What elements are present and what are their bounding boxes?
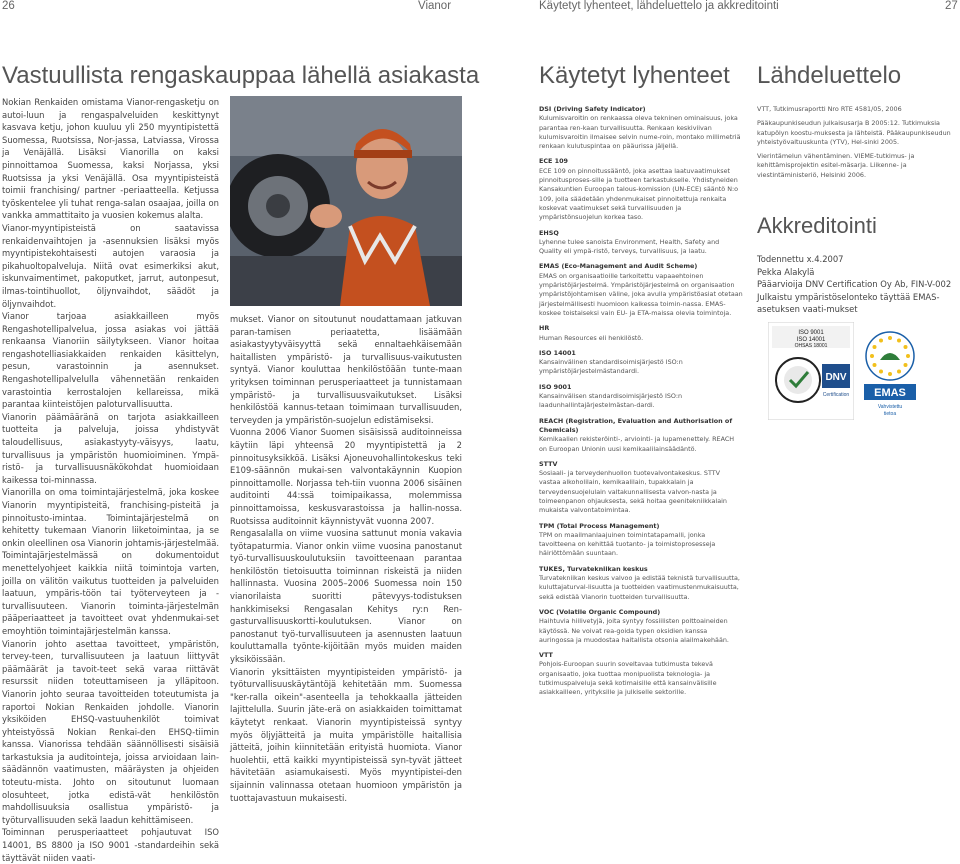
paragraph: Vianorin päämääränä on tarjota asiakkailleen tuotteita ja palveluja, joissa yhdistyvät taloudellisuus, asiakastyyty-väisyys, laatu, turvallisuus ja ympäristön huomioiminen. Ympä-ristö- ja turvallisuusnäkökohdat huomioidaan kaikessa toi-minnassa. — [2, 411, 219, 485]
paragraph: Vianorin yksittäisten myyntipisteiden ympäristö- ja työturvallisuuskäytäntöjä kehitetään mm. Suomessa "ker-ralla oikein"-asenteella ja tehokkaalla jätteiden lajittelulla. Suurin jäte-erä on asiakkaiden toimittamat käytetyt renkaat. Vianorin myyntipisteissä syntyy myös öljyjätteitä ja muita ympäristölle haitallisia jätteitä, joihin kiinnitetään erityistä huomiota. Vianor huolehtii, että kaikki myyntipisteissä syn-tyvät jätteet hävitetään asiamukaisesti. Myös myyntipistei-den sijainnin valinnassa otetaan huomioon ympäristön ja tuottajavastuun mukaisesti. — [230, 666, 462, 803]
right-page-header: Käytetyt lyhenteet, lähdeluettelo ja akkreditointi — [539, 0, 779, 12]
abbreviation-term: ISO 14001 — [539, 348, 576, 357]
abbreviations-title: Käytetyt lyhenteet — [539, 62, 730, 89]
abbreviation-term: VOC (Volatile Organic Compound) — [539, 607, 661, 616]
sources-title: Lähdeluettelo — [757, 62, 902, 89]
paragraph: Vianorin johto asettaa tavoitteet, ympäristön, tervey-teen, turvallisuuteen ja laatuun liittyvät päämäärät ja tavoit-teet sekä varaa riittävät resurssit niiden toteuttamiseen ja ylläpitoon. Vianorin johto seuraa tavoitteiden toteutumista ja raportoi Nokian Renkaiden johdolle. Vianorin yksiköiden EHSQ-vastuuhenkilöt toimivat yhteistyössä Nokian Renkai-den EHSQ-tiimin kanssa. Vianorissa tehdään säännöllisesti sisäisiä tarkastuksia ja auditointeja, joissa arvioidaan lain-säädännön vaatimusten, määräysten ja ohjeiden toteutu-mista. Johto on sitoutunut luomaan olosuhteet, jotka edistä-vät henkilöstön mahdollisuuksia osallistua ympäristö- ja työturvallisuuden sekä laadun kehittämiseen. — [2, 638, 219, 825]
accreditation-line: Todennettu x.4.2007 — [757, 254, 844, 264]
emas-brand: EMAS — [874, 387, 906, 399]
abbreviation-term: ISO 9001 — [539, 382, 572, 391]
emas-sub2: tietoa — [883, 411, 897, 417]
mechanic-photo — [230, 96, 462, 306]
abbreviation-description: Lyhenne tulee sanoista Environment, Health, Safety and Quality eli ympä-ristö, terveys, turvallisuus, ja laatu. — [539, 237, 720, 256]
accreditation-line: Julkaistu ympäristöselonteko täyttää EMAS-asetuksen vaati-mukset — [757, 291, 940, 315]
abbreviation-description: EMAS on organisaatioille tarkoitettu vapaaehtoinen ympäristöjärjestelmä. Ympäristöjärjestelmä on organisaation ympäristöjohtamisen väline, joka avulla ympäristöasiat otetaan järjestelmällisesti huomioon kaikessa toimin-nassa. EMAS-koskee toistaiseksi vain EU- ja ETA-maissa olevia toimintoja. — [539, 271, 743, 317]
accreditation-line: Pekka Alakylä — [757, 266, 815, 277]
reference-item: Pääkaupunkiseudun julkaisusarja B 2005:12. Tutkimuksia katupölyn koostu-muksesta ja lähteistä. Pääkaupunkiseudun yhteistyövaltuuskunta (YTV), Hel-sinki 2005. — [757, 119, 951, 146]
paragraph: Rengasalalla on viime vuosina sattunut monia vakavia työtapaturmia. Vianor onkin viime vuosina panostanut työ-turvallisuuskoulutuksiin tavoitteenaan parantaa henkilöstön tietoisuutta toiminnan riskeistä ja niiden hallinnasta. Vuosina 2005–2006 Suomessa noin 150 vianorilaista suoritti pätevyys-todistuksen hankkimiseksi Rengasalan Kehitys ry:n Ren-gasturvallisuuskortti-koulutuksen. Vianor on panostanut työ-turvallisuuteen ja asennusten laatuun kouluttamalla työnte-kijöitään myös muiden maiden yksiköissään. — [230, 528, 462, 665]
abbreviation-description: ECE 109 on pinnoitussääntö, joka asettaa laatuvaatimukset pinnoitusproses-sille ja tuotteen tarkastukselle. Yhdistyneiden Kansakuntien Euroopan talous-komission (UN-ECE) sääntö N:o 109, jolla säädetään yhdenmukaiset pinnoitettuja renkaita koskevat vaatimukset sekä turvallisuuden ja ympäristönsuojelun korkea taso. — [539, 166, 739, 222]
dnv-tagline: Certification — [822, 392, 850, 398]
page-number-left: 26 — [2, 0, 15, 12]
paragraph: Nokian Renkaiden omistama Vianor-rengasketju on autoi-luun ja rengaspalveluiden keskittynyt kasvava ketju, johon kuuluu yli 250 myyntipistettä Suomessa, Ruotsissa, Nor-jassa, Latviassa, Virossa ja Venäjällä. Lisäksi Vianorilla on kaksi pinnoittamoa Suomessa, kaksi Norjassa, yksi Ruotsissa ja yksi Venäjällä. Osa myyntipisteistä toimii franchising/ partner -periaatteella. Ketjussa työskentelee yli tuhat renga-salan osaajaa, joilla on vankka ammattitaito ja vuosien kokemus alalta. — [2, 97, 219, 221]
page-number-right: 27 — [945, 0, 958, 12]
abbreviation-description: Sosiaali- ja terveydenhuollon tuotevalvontakeskus. STTV vastaa alkoholilain, kemikaalilain, tupakkalain ja terveydensuojelulain valtakunnallisesta valvon-nasta ja toimeenpanon ohjauksesta, sekä hoitaa geenitekniikkalain mukaista valvontatoimintaa. — [539, 469, 727, 515]
body-column-2 — [230, 313, 462, 804]
abbreviation-term: TUKES, Turvatekniikan keskus — [539, 564, 648, 573]
emas-sub: Vahvistettu — [877, 404, 903, 410]
dnv-ohsas: OHSAS 18001 — [794, 343, 828, 349]
accreditation-text — [757, 253, 959, 316]
abbreviation-description: Kulumisvaroitin on renkaassa oleva tekninen ominaisuus, joka parantaa ren-kaan turvallisuutta. Renkaan keskiviivan kulumisvaroitin ilmaisee selvin nume-roin, montako millimetriä renkaan kulutuspintaa on pääurissa jäljellä. — [539, 114, 741, 151]
abbreviation-description: Haihtuvia hiilivetyjä, joita syntyy fossiilisten polttoaineiden käytössä. Ne voivat rea-goida typen oksidien kanssa auringossa ja muodostaa haitallista otsonia alailmakehään. — [539, 617, 729, 644]
abbreviation-description: Kansainvälinen standardisoimisjärjestö ISO:n ympäristöjärjestelmästandardi. — [539, 358, 683, 376]
main-title: Vastuullista rengaskauppaa lähellä asiakasta — [2, 62, 480, 89]
abbreviation-description: Human Resources eli henkilöstö. — [539, 333, 644, 342]
abbreviation-term: ECE 109 — [539, 157, 568, 166]
abbreviation-term: DSI (Driving Safety Indicator) — [539, 105, 646, 113]
abbreviation-term: STTV — [539, 459, 558, 468]
paragraph: Vianorilla on oma toimintajärjestelmä, joka koskee Vianorin myyntipisteitä, franchising-pisteitä ja pinnoitusto-imintaa. Toimintajärjestelmä on kehitetty tukemaan Vianorin liiketoimintaa, ja se onkin oleellinen osa Vianorin johtamis-järjestelmää. Toimintajärjestelmässä on dokumentoidut menettelyohjeet kaikkia niitä toimintoja varten, joilla on välitön vaikutus tuotteiden ja palveluiden laatuun, ympäris-töön tai työterveyteen ja -turvallisuuteen. Vianorin toiminta-järjestelmän pääperiaatteet ja tavoitteet ovat yhdenmukai-set emoyhtiön toimintajärjestelmän kanssa. — [2, 487, 219, 636]
abbreviation-description: Kemikaalien rekisteröinti-, arviointi- ja lupamenettely. REACH on Euroopan Unionin uusi kemikaalilainsäädäntö. — [539, 435, 735, 453]
accreditation-line: Pääarvioija DNV Certification Oy Ab, FIN-V-002 — [757, 279, 952, 290]
dnv-iso14001: ISO 14001 — [796, 337, 826, 343]
dnv-certification-logo — [768, 322, 854, 420]
emas-logo — [862, 328, 918, 420]
abbreviations-list — [539, 105, 743, 698]
abbreviation-term: REACH (Registration, Evaluation and Authorisation of Chemicals) — [539, 416, 733, 434]
paragraph: Vianor-myyntipisteistä on saatavissa renkaidenvaihtojen ja -asennuksien lisäksi myös myyntipistekohtaisesti autojen varaosia ja pikahuoltopalveluja. Niitä ovat esimerkiksi akut, iskunvaimentimet, pakoputket, jarrut, autonpesut, ilmas-tointihuollot, öljynvaihdot, säädöt ja öljynvaihdot. — [2, 222, 219, 309]
reference-item: VTT, Tutkimusraportti Nro RTE 4581/05, 2006 — [757, 105, 902, 113]
paragraph: mukset. Vianor on sitoutunut noudattamaan jatkuvan paran-tamisen periaatetta, lisäämään asiakastyytyväisyyttä sekä ennaltaehkäisemään haitallisten ympäristö- ja turvallisuus-vaikutusten syntyä. Vianor kouluttaa henkilöstöään tunte-maan yrityksen toiminnan perusperiaatteet ja tunnistamaan ympäristö- ja turvallisuusvaikutukset. Lisäksi henkilöstöä kannus-tetaan toimimaan turvallisuuden, terveyden ja ympäristön-suojelun edistämiseksi. — [230, 314, 462, 425]
dnv-brand: DNV — [825, 372, 847, 383]
abbreviation-description: Kansainvälisen standardisoimisjärjestö ISO:n laadunhallintajärjestelmästan-dardi. — [539, 392, 683, 410]
abbreviation-term: HR — [539, 324, 550, 333]
body-column-1 — [2, 96, 219, 864]
references-list — [757, 105, 959, 185]
abbreviation-description: Turvatekniikan keskus valvoo ja edistää teknistä turvallisuutta, kuluttajaturval-lisuutta ja tuotteiden vaatimustenmukaisuutta, sekä edistää Vianorin tuotteiden turvallisuutta. — [539, 574, 740, 601]
paragraph: Toiminnan perusperiaatteet pohjautuvat ISO 14001, BS 8800 ja ISO 9001 -standardeihin sekä täyttävät niiden vaati- — [2, 827, 219, 863]
reference-item: Vierintämelun vähentäminen. VIEME-tutkimus- ja kehittämisprojektin esitel-mäsarja. Liikenne- ja viestintäministeriö, Helsinki 2006. — [757, 152, 915, 179]
mechanic-illustration — [230, 96, 462, 306]
brand-name: Vianor — [418, 0, 452, 12]
accreditation-title: Akkreditointi — [757, 213, 877, 238]
paragraph: Vianor tarjoaa asiakkailleen myös Rengashotellipalvelua, jossa asiakas voi jättää renkaansa Vianoriin säilytykseen. Vianor hoitaa rengashotelliasiakkaiden renkaiden käsittelyn, pesun, varastoinnin ja asennukset. Rengashotellipalvelulla vähennetään renkaiden varastointia kerrostalojen kellareissa, mikä parantaa kiinteistöjen paloturvallisuutta. — [2, 311, 219, 410]
dnv-iso9001: ISO 9001 — [798, 330, 824, 336]
abbreviation-term: TPM (Total Process Management) — [539, 521, 660, 530]
abbreviation-description: Pohjois-Euroopan suurin soveltavaa tutkimusta tekevä organisaatio, joka tuottaa monipuolista teknologia- ja tutkimuspalveluja sekä kotimaisille että kansainvälisille asiakkailleen, yrityksille ja julkiselle sektorille. — [539, 660, 717, 697]
abbreviation-term: EHSQ — [539, 228, 559, 237]
paragraph: Vuonna 2006 Vianor Suomen sisäisissä auditoinneissa käytiin läpi yhteensä 20 myyntipistettä ja 2 pinnoitusyksikköä. Lisäksi Ajoneuvohallintokeskus teki E109-säännön mukai-sen valvontakäynnin Kuopion pinnoittamolle. Norjassa teh-tiin vuonna 2006 sisäinen auditointi 44:ssä toimipaikassa, molemmissa pinnoittamoissa, keskusvarastoissa ja hallin-nossa. Ruotsissa auditoinnit käynnistyvät vuonna 2007. — [230, 427, 462, 526]
abbreviation-description: TPM on maailmanlaajuinen toimintatapamalli, jonka tavoitteena on kehittää tuotanto- ja toimistoprosesseja häiriöttömään suuntaan. — [539, 530, 716, 558]
abbreviation-term: EMAS (Eco-Management and Audit Scheme) — [539, 262, 698, 271]
abbreviation-term: VTT — [539, 651, 553, 660]
